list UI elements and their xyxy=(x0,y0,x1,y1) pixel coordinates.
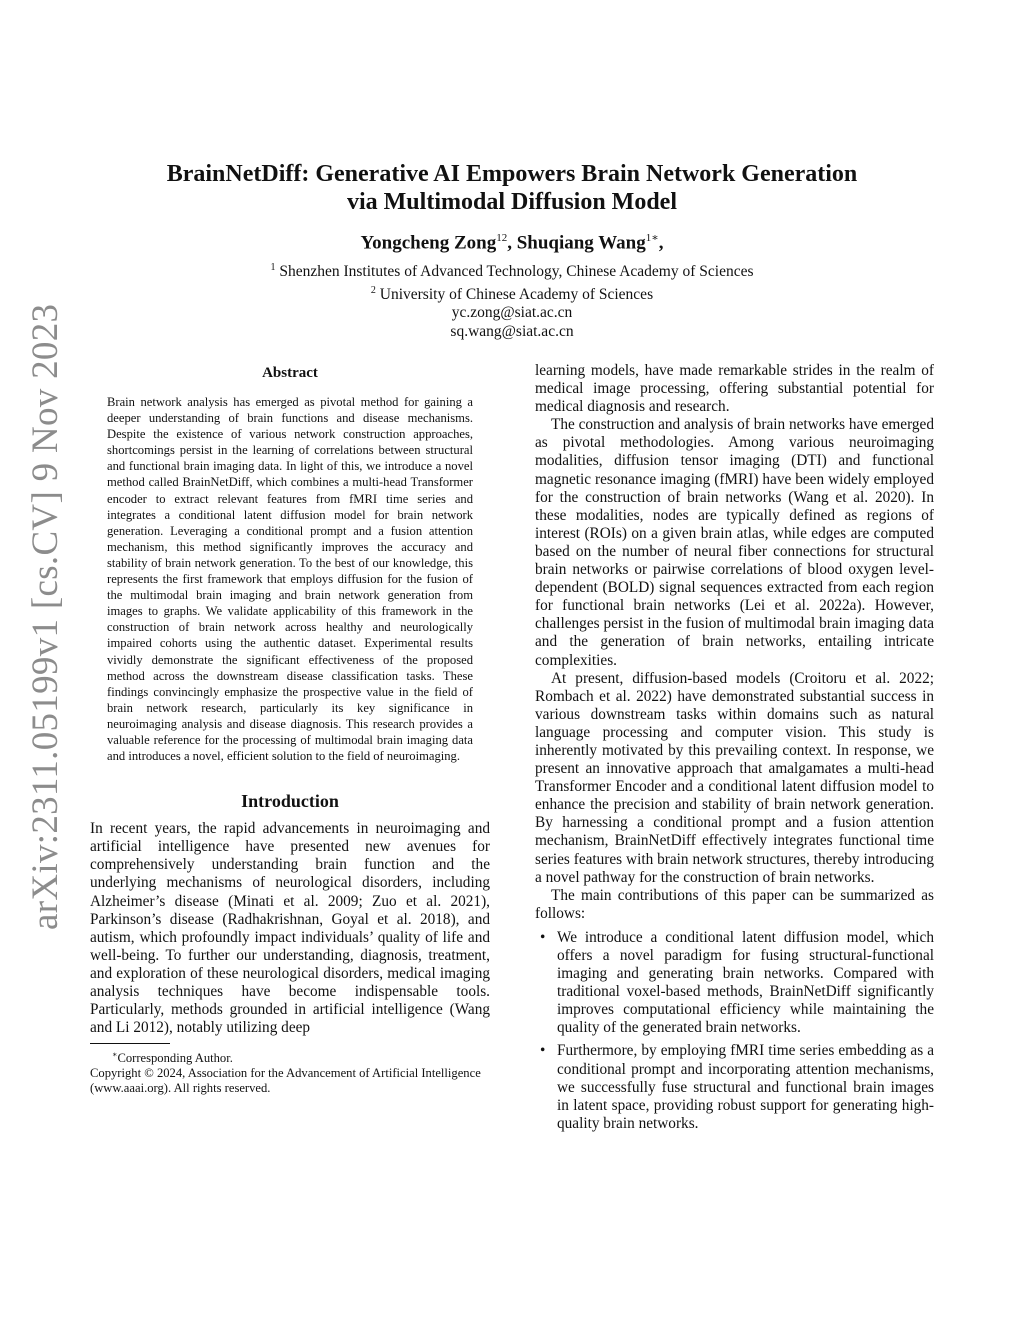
contributions-list xyxy=(535,929,934,1133)
paper-title xyxy=(120,160,904,216)
author-name: Yongcheng Zong xyxy=(360,232,497,254)
arxiv-identifier-stamp: arXiv:2311.05199v1 [cs.CV] 9 Nov 2023 xyxy=(25,303,66,930)
introduction-heading: Introduction xyxy=(241,791,339,812)
intro-paragraph: In recent years, the rapid advancements in neuroimaging and artificial intelligence have presented new avenues for comprehensively understanding brain function and the underlying mechanisms of neurological disorders, including Alzheimer’s disease (Minati et al. 2009; Zuo et al. 2021), Parkinson’s disease (Radhakrishnan, Goyal et al. 2018), and autism, which profoundly impact individuals’ quality of life and well-being. To further our understanding, diagnosis, treatment, and exploration of these neurological disorders, medical imaging analysis techniques have become indispensable tools. Particularly, methods grounded in artificial intelligence (Wang and Li 2012), notably utilizing deep xyxy=(90,820,490,1037)
footnote-corresponding xyxy=(90,1047,490,1066)
title-line-2: via Multimodal Diffusion Model xyxy=(346,189,677,215)
body-paragraph: At present, diffusion-based models (Croitoru et al. 2022; Rombach et al. 2022) have demonstrated substantial success in various downstream tasks within domains such as natural language processing and computer vision. This study is inherently motivated by this prevailing context. In response, we present an innovative approach that amalgamates a multi-head Transformer Encoder and a conditional latent diffusion model to enhance the precision and stability of brain network generation. By harnessing a conditional prompt and a fusion attention mechanism, BrainNetDiff effectively integrates functional time series features with brain network structures, thereby introducing a novel pathway for the construction of brain networks. xyxy=(535,669,934,886)
author-email: sq.wang@siat.ac.cn xyxy=(450,322,574,340)
author-trail: , xyxy=(658,232,664,254)
affiliation-marker: 1 xyxy=(270,262,276,273)
affiliation-text: University of Chinese Academy of Sciences xyxy=(375,285,654,303)
left-column xyxy=(90,363,490,1096)
affiliation-marker: 2 xyxy=(370,284,376,296)
title-line-1: BrainNetDiff: Generative AI Empowers Brain Network Generation xyxy=(166,161,858,187)
abstract-text: Brain network analysis has emerged as pivotal method for gaining a deeper understanding of brain functions and disease mechanisms. Despite the existence of various network construction approaches, shortcomings persist in the learning of correlations between structural and functional brain imaging data. In light of this, we introduce a novel method called BrainNetDiff, which combines a multi-head Transformer encoder to extract relevant features from fMRI time series and integrates a conditional latent diffusion model for brain network generation. Leveraging a conditional prompt and a fusion attention mechanism, this method significantly improves the accuracy and stability of brain network generation. To the best of our knowledge, this represents the first framework that employs diffusion for the fusion of the multimodal brain imaging and brain network generation from images to graphs. We validate applicability of this framework in the construction of brain network across healthy and neurologically impaired cohorts using the authentic dataset. Experimental results vividly demonstrate the significant effectiveness of the proposed method across the downstream disease classification tasks. These findings convincingly emphasize the prospective value in the field of brain network research, particularly its key significance in neuroimaging analysis and disease diagnosis. This research provides a valuable reference for the processing of multimodal brain imaging data and introduces a novel, efficient solution to the field of neuroimaging. xyxy=(107,395,473,764)
copyright-notice: Copyright © 2024, Association for the Advancement of Artificial Intelligence (www.aaai.org). All rights reserved. xyxy=(90,1066,481,1096)
author-name: Shuqiang Wang xyxy=(516,232,646,254)
body-paragraph: The main contributions of this paper can be summarized as follows: xyxy=(535,886,934,922)
footnote-text: Corresponding Author. xyxy=(117,1051,233,1066)
bullet-marker: • xyxy=(540,1042,546,1060)
footnote-marker: ∗ xyxy=(112,1050,118,1060)
author-separator: , xyxy=(507,232,517,254)
affiliation-1 xyxy=(0,259,1024,282)
author-email: yc.zong@siat.ac.cn xyxy=(451,304,573,322)
body-paragraph: learning models, have made remarkable strides in the realm of medical image processing, offering substantial potential for medical diagnosis and research. xyxy=(535,362,934,416)
right-column xyxy=(535,362,934,1138)
affiliation-text: Shenzhen Institutes of Advanced Technology, Chinese Academy of Sciences xyxy=(275,263,754,281)
abstract-heading: Abstract xyxy=(262,365,318,381)
bullet-marker: • xyxy=(540,928,546,946)
footnote-divider xyxy=(90,1043,170,1044)
author-affiliation-marker: 1∗ xyxy=(645,232,659,244)
author-affiliation-marker: 12 xyxy=(496,232,508,244)
list-item-text: We introduce a conditional latent diffusion model, which offers a novel paradigm for fusing structural-functional imaging and generating brain networks. Compared with traditional voxel-based methods, BrainNetDiff significantly improves computational efficiency while maintaining the quality of the generated brain networks. xyxy=(557,928,934,1037)
author-list xyxy=(0,231,1024,254)
affiliation-2 xyxy=(0,282,1024,305)
body-paragraph: The construction and analysis of brain networks have emerged as pivotal methodologies. Among various neuroimaging modalities, diffusion tensor imaging (DTI) and functional magnetic resonance imaging (fMRI) have been widely employed for the construction of brain networks (Wang et al. 2020). In these modalities, nodes are typically defined as regions of interest (ROIs) on a given brain atlas, while edges are computed based on the number of neural fiber connections for structural brain networks or pairwise correlations of blood oxygen level-dependent (BOLD) signal sequences extracted from each region for functional brain networks (Lei et al. 2022a). However, challenges persist in the fusion of multimodal brain imaging data and the generation of brain networks, entailing intricate complexities. xyxy=(535,416,934,669)
list-item xyxy=(535,1042,934,1132)
affiliations xyxy=(0,259,1024,341)
list-item xyxy=(535,929,934,1038)
list-item-text: Furthermore, by employing fMRI time series embedding as a conditional prompt and incorporating attention mechanisms, we successfully fuse structural and functional brain images in latent space, providing robust support for generating high-quality brain networks. xyxy=(557,1042,934,1132)
